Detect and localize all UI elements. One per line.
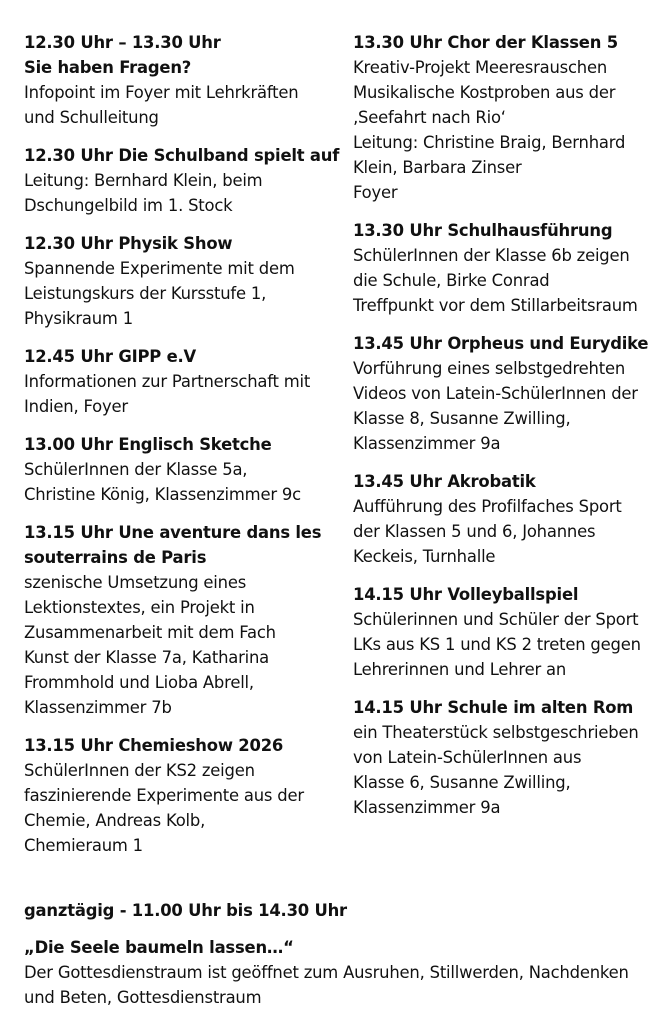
program-event xyxy=(24,733,339,858)
event-title-line: 13.30 Uhr Chor der Klassen 5 xyxy=(353,33,618,52)
event-description-line: und Schulleitung xyxy=(24,108,159,127)
program-event xyxy=(24,432,339,507)
event-description-line: Zusammenarbeit mit dem Fach xyxy=(24,623,276,642)
event-description-line: Leitung: Christine Braig, Bernhard xyxy=(353,133,626,152)
event-title-line: 13.15 Uhr Chemieshow 2026 xyxy=(24,736,284,755)
event-title-line: 12.30 Uhr Die Schulband spielt auf xyxy=(24,146,340,165)
event-description-line: Klassenzimmer 7b xyxy=(24,698,172,717)
event-description-line: die Schule, Birke Conrad xyxy=(353,271,550,290)
event-title-line: 12.30 Uhr – 13.30 Uhr xyxy=(24,33,221,52)
event-description-line: Schülerinnen und Schüler der Sport xyxy=(353,610,639,629)
event-title-line: 14.15 Uhr Volleyballspiel xyxy=(353,585,579,604)
event-title-line: 12.30 Uhr Physik Show xyxy=(24,234,233,253)
event-description-line: LKs aus KS 1 und KS 2 treten gegen xyxy=(353,635,641,654)
event-description-line: Vorführung eines selbstgedrehten xyxy=(353,359,626,378)
event-description-line: der Klassen 5 und 6, Johannes xyxy=(353,522,596,541)
event-description-line: Keckeis, Turnhalle xyxy=(353,547,496,566)
event-description-line: Kreativ-Projekt Meeresrauschen xyxy=(353,58,608,77)
event-description-line: Physikraum 1 xyxy=(24,309,133,328)
event-title-line: 13.00 Uhr Englisch Sketche xyxy=(24,435,272,454)
event-description-line: Lektionstextes, ein Projekt in xyxy=(24,598,255,617)
event-title-line: 13.45 Uhr Akrobatik xyxy=(353,472,536,491)
event-description-line: Aufführung des Profilfaches Sport xyxy=(353,497,622,516)
program-event xyxy=(353,30,658,205)
all-day-heading: ganztägig - 11.00 Uhr bis 14.30 Uhr xyxy=(24,901,347,920)
event-description-line: von Latein-SchülerInnen aus xyxy=(353,748,582,767)
event-description-line: Frommhold und Lioba Abrell, xyxy=(24,673,254,692)
program-column-right xyxy=(353,30,658,833)
program-event xyxy=(24,344,339,419)
event-description-line: faszinierende Experimente aus der xyxy=(24,786,304,805)
event-description-line: Indien, Foyer xyxy=(24,397,128,416)
event-description-line: Christine König, Klassenzimmer 9c xyxy=(24,485,301,504)
program-event xyxy=(24,520,339,720)
event-description-line: Lehrerinnen und Lehrer an xyxy=(353,660,567,679)
event-description-line: Klassenzimmer 9a xyxy=(353,434,501,453)
event-title-line: 13.30 Uhr Schulhausführung xyxy=(353,221,613,240)
event-description-line: Treffpunkt vor dem Stillarbeitsraum xyxy=(353,296,638,315)
event-description-line: Klein, Barbara Zinser xyxy=(353,158,522,177)
event-description-line: Klasse 8, Susanne Zwilling, xyxy=(353,409,571,428)
event-title-line: 13.45 Uhr Orpheus und Eurydike xyxy=(353,334,649,353)
program-event xyxy=(353,331,658,456)
all-day-description-line-2: und Beten, Gottesdienstraum xyxy=(24,988,262,1007)
event-description-line: Leistungskurs der Kursstufe 1, xyxy=(24,284,267,303)
event-title-line: 12.45 Uhr GIPP e.V xyxy=(24,347,197,366)
event-description-line: Informationen zur Partnerschaft mit xyxy=(24,372,311,391)
all-day-subtitle: „Die Seele baumeln lassen…“ xyxy=(24,938,294,957)
event-description-line: SchülerInnen der Klasse 6b zeigen xyxy=(353,246,630,265)
event-description-line: ‚Seefahrt nach Rio‘ xyxy=(353,108,506,127)
all-day-section xyxy=(24,898,658,1010)
program-event xyxy=(24,231,339,331)
event-description-line: Dschungelbild im 1. Stock xyxy=(24,196,233,215)
event-title-line: Sie haben Fragen? xyxy=(24,58,192,77)
all-day-description-line-1: Der Gottesdienstraum ist geöffnet zum Ausruhen, Stillwerden, Nachdenken xyxy=(24,963,629,982)
program-event xyxy=(353,218,658,318)
program-column-left xyxy=(24,30,339,871)
program-event xyxy=(353,469,658,569)
event-description-line: Chemieraum 1 xyxy=(24,836,143,855)
event-description-line: szenische Umsetzung eines xyxy=(24,573,247,592)
event-description-line: Chemie, Andreas Kolb, xyxy=(24,811,206,830)
event-description-line: Foyer xyxy=(353,183,398,202)
event-description-line: Klasse 6, Susanne Zwilling, xyxy=(353,773,571,792)
event-description-line: Leitung: Bernhard Klein, beim xyxy=(24,171,263,190)
program-event xyxy=(353,695,658,820)
event-description-line: Infopoint im Foyer mit Lehrkräften xyxy=(24,83,299,102)
event-description-line: Klassenzimmer 9a xyxy=(353,798,501,817)
event-description-line: Videos von Latein-SchülerInnen der xyxy=(353,384,638,403)
event-description-line: Musikalische Kostproben aus der xyxy=(353,83,616,102)
event-description-line: ein Theaterstück selbstgeschrieben xyxy=(353,723,639,742)
event-description-line: Kunst der Klasse 7a, Katharina xyxy=(24,648,270,667)
program-event xyxy=(24,143,339,218)
event-title-line: 13.15 Uhr Une aventure dans les xyxy=(24,523,322,542)
event-title-line: 14.15 Uhr Schule im alten Rom xyxy=(353,698,634,717)
program-event xyxy=(24,30,339,130)
event-description-line: SchülerInnen der Klasse 5a, xyxy=(24,460,248,479)
event-title-line: souterrains de Paris xyxy=(24,548,207,567)
event-description-line: Spannende Experimente mit dem xyxy=(24,259,295,278)
event-description-line: SchülerInnen der KS2 zeigen xyxy=(24,761,255,780)
program-event xyxy=(353,582,658,682)
